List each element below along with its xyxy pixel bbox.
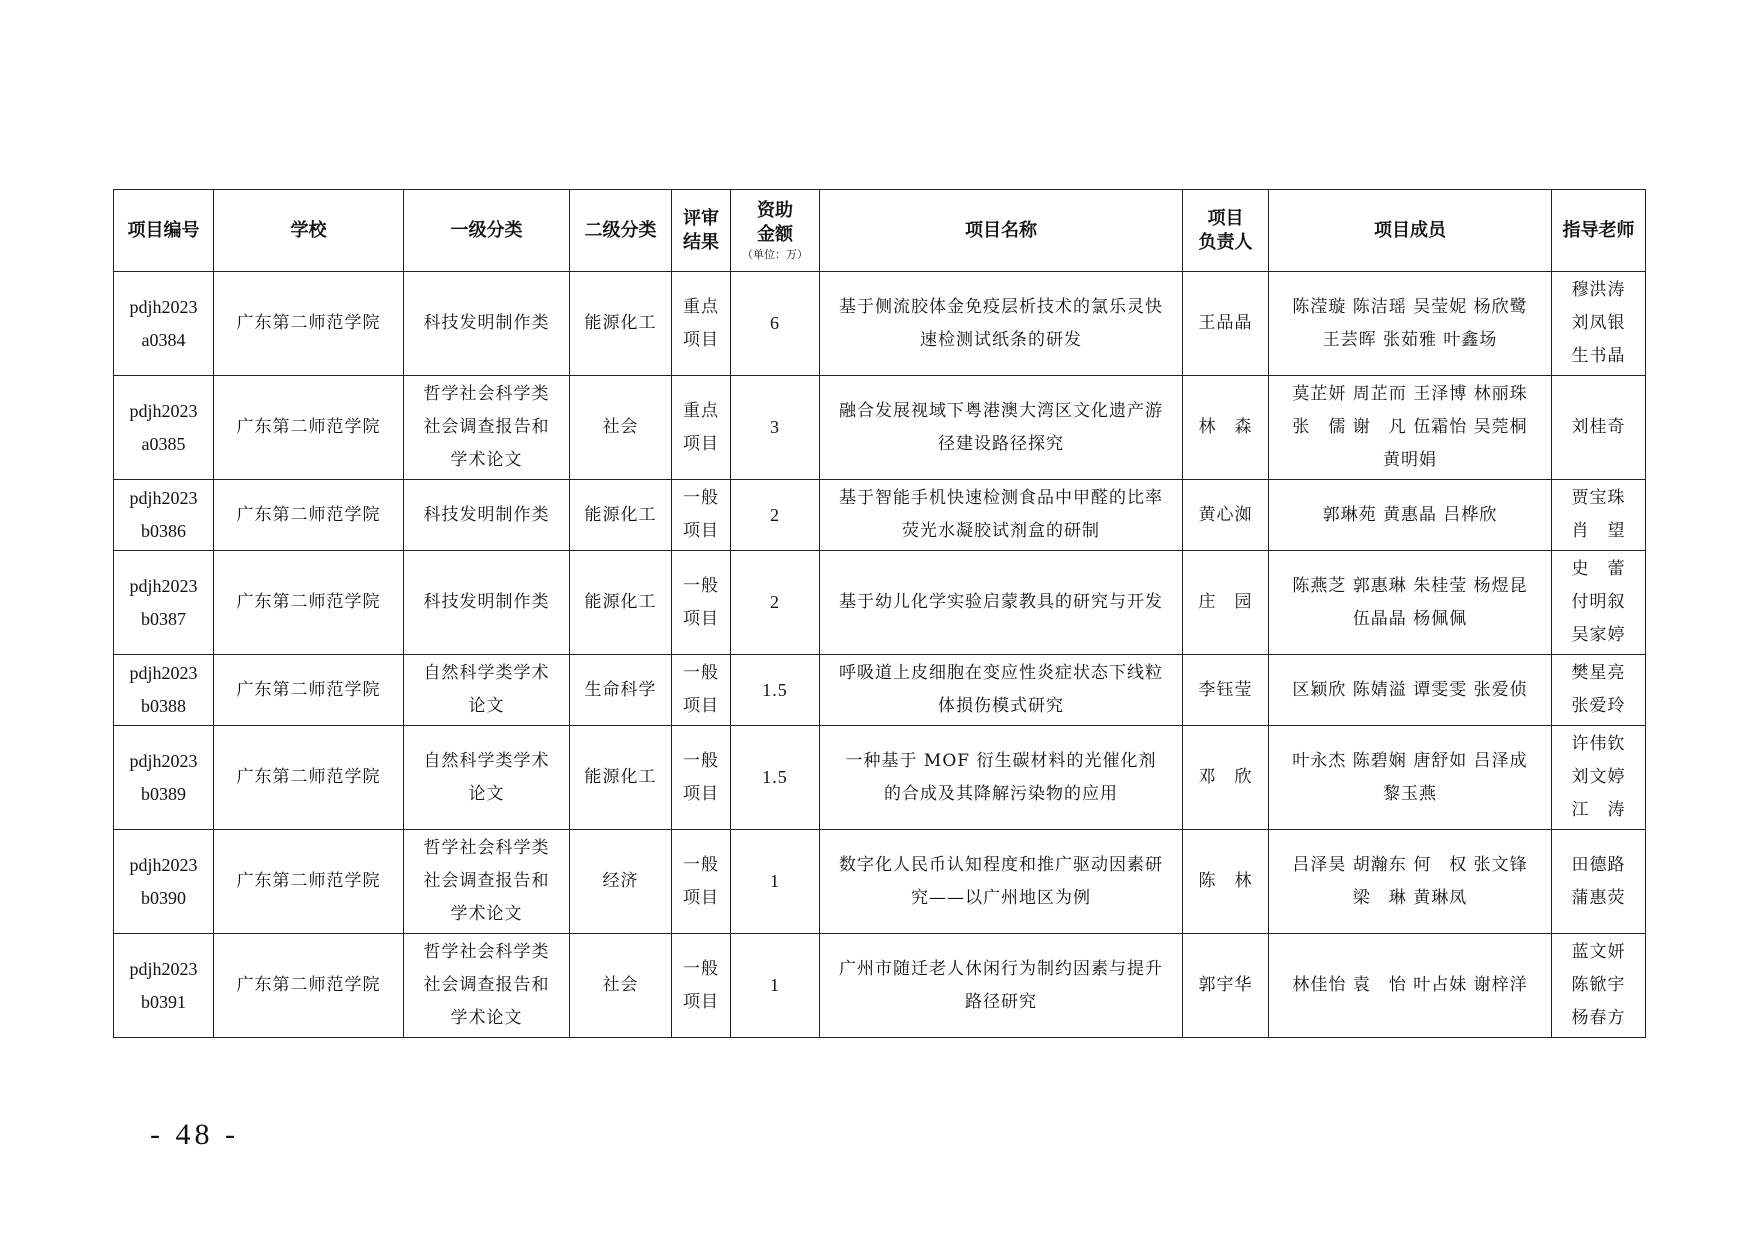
cell-project-members (1269, 726, 1552, 830)
cell-category-level2: 能源化工 (570, 272, 672, 376)
cell-funding-amount: 1.5 (731, 655, 820, 726)
cell-review-result (672, 830, 731, 934)
cell-category-level1-line: 学术论文 (450, 1008, 523, 1028)
cell-advisor (1552, 655, 1646, 726)
cell-advisor-line: 蓝文妍 (1571, 942, 1626, 962)
header-funding-unit: （单位：万） (742, 247, 808, 261)
cell-project-members (1269, 376, 1552, 480)
cell-project-members-line: 黄明娟 (1383, 450, 1437, 470)
cell-project-name-line: 体损伤模式研究 (938, 696, 1064, 716)
cell-category-level1 (404, 830, 570, 934)
cell-project-name-line: 荧光水凝胶试剂盒的研制 (902, 521, 1100, 541)
cell-project-code (114, 376, 214, 480)
table-row (114, 376, 1646, 480)
cell-project-code-line: b0390 (141, 887, 186, 908)
cell-review-result-line: 重点 (683, 296, 719, 317)
header-project-code: 项目编号 (114, 190, 214, 272)
cell-school: 广东第二师范学院 (214, 726, 404, 830)
cell-project-name (820, 934, 1183, 1038)
cell-category-level1 (404, 272, 570, 376)
cell-review-result-line: 项目 (683, 696, 719, 716)
cell-project-code-line: b0391 (141, 991, 186, 1012)
cell-review-result-line: 项目 (683, 991, 719, 1012)
cell-category-level1-line: 论文 (468, 696, 505, 716)
cell-project-leader: 王品晶 (1183, 272, 1269, 376)
table-header-row (114, 190, 1646, 272)
cell-project-code-line: pdjh2023 (129, 575, 198, 596)
cell-project-members (1269, 655, 1552, 726)
cell-project-members-line: 叶永杰 陈碧娴 唐舒如 吕泽成 (1292, 750, 1528, 771)
cell-project-members (1269, 272, 1552, 376)
cell-review-result (672, 376, 731, 480)
cell-review-result (672, 272, 731, 376)
cell-project-members-line: 黎玉燕 (1383, 783, 1437, 804)
cell-review-result-line: 项目 (683, 887, 719, 908)
header-category-level1: 一级分类 (404, 190, 570, 272)
cell-category-level1 (404, 655, 570, 726)
cell-funding-amount: 1 (731, 830, 820, 934)
cell-advisor-line: 刘桂奇 (1571, 417, 1626, 437)
table-row (114, 830, 1646, 934)
cell-project-code (114, 655, 214, 726)
header-review-result-line2: 结果 (683, 231, 719, 253)
cell-review-result (672, 551, 731, 655)
cell-project-name-line: 融合发展视域下粤港澳大湾区文化遗产游 (839, 400, 1163, 421)
cell-review-result-line: 一般 (683, 575, 719, 596)
cell-project-members-line: 张 儒 谢 凡 伍霜怡 吴莞桐 (1292, 417, 1528, 437)
cell-project-members-line: 陈燕芝 郭惠琳 朱桂莹 杨煜昆 (1292, 575, 1528, 596)
cell-funding-amount: 2 (731, 551, 820, 655)
cell-project-name (820, 551, 1183, 655)
cell-project-name-line: 基于智能手机快速检测食品中甲醛的比率 (839, 488, 1163, 508)
cell-project-code-line: pdjh2023 (129, 663, 198, 683)
cell-project-code (114, 551, 214, 655)
cell-funding-amount: 6 (731, 272, 820, 376)
header-leader-line1: 项目 (1207, 207, 1244, 229)
cell-advisor-line: 穆洪涛 (1571, 280, 1626, 300)
cell-school: 广东第二师范学院 (214, 376, 404, 480)
cell-funding-amount: 1 (731, 934, 820, 1038)
table-row (114, 934, 1646, 1038)
cell-school: 广东第二师范学院 (214, 480, 404, 551)
cell-funding-amount: 2 (731, 480, 820, 551)
cell-project-name (820, 376, 1183, 480)
cell-project-code (114, 272, 214, 376)
cell-project-name (820, 480, 1183, 551)
cell-category-level1-line: 哲学社会科学类 (423, 838, 550, 858)
cell-category-level2: 经济 (570, 830, 672, 934)
cell-school: 广东第二师范学院 (214, 551, 404, 655)
cell-advisor-line: 史 蕾 (1571, 559, 1626, 579)
cell-category-level2: 能源化工 (570, 551, 672, 655)
cell-project-leader: 郭宇华 (1183, 934, 1269, 1038)
cell-category-level1-line: 社会调查报告和 (423, 871, 550, 891)
cell-category-level1-line: 社会调查报告和 (423, 975, 550, 995)
header-funding-amount (731, 190, 820, 272)
cell-category-level1-line: 科技发明制作类 (423, 313, 550, 333)
cell-project-code-line: pdjh2023 (129, 296, 198, 317)
header-category-level2: 二级分类 (570, 190, 672, 272)
cell-project-code-line: b0387 (141, 608, 186, 629)
cell-advisor-line: 张爱玲 (1571, 696, 1626, 716)
cell-advisor-line: 肖 望 (1571, 521, 1626, 541)
cell-category-level1 (404, 726, 570, 830)
cell-project-code (114, 934, 214, 1038)
cell-project-members-line: 郭琳苑 黄惠晶 吕桦欣 (1322, 504, 1498, 525)
cell-review-result-line: 一般 (683, 663, 719, 683)
cell-advisor (1552, 551, 1646, 655)
cell-category-level2: 能源化工 (570, 480, 672, 551)
cell-advisor-line: 樊星亮 (1571, 663, 1626, 683)
table-body (114, 272, 1646, 1038)
cell-project-code-line: pdjh2023 (129, 854, 198, 875)
cell-project-leader: 黄心洳 (1183, 480, 1269, 551)
table-row (114, 272, 1646, 376)
cell-category-level1 (404, 551, 570, 655)
cell-advisor-line: 刘凤银 (1571, 313, 1626, 333)
cell-project-code-line: pdjh2023 (129, 400, 198, 421)
cell-project-code-line: pdjh2023 (129, 488, 198, 508)
header-project-members: 项目成员 (1269, 190, 1552, 272)
cell-project-members-line: 王芸晖 张茹雅 叶鑫场 (1322, 329, 1498, 350)
cell-school: 广东第二师范学院 (214, 830, 404, 934)
cell-project-name-line: 径建设路径探究 (938, 433, 1064, 454)
header-funding-line1: 资助 (757, 199, 793, 221)
cell-review-result-line: 项目 (683, 521, 719, 541)
cell-project-members-line: 梁 琳 黄琳凤 (1352, 887, 1468, 908)
cell-project-code (114, 726, 214, 830)
cell-review-result-line: 项目 (683, 608, 719, 629)
cell-review-result-line: 重点 (683, 400, 719, 421)
cell-review-result-line: 项目 (683, 433, 719, 454)
cell-advisor-line: 付明叙 (1571, 592, 1626, 612)
cell-project-members-line: 伍晶晶 杨佩佩 (1352, 608, 1468, 629)
cell-advisor-line: 蒲惠荧 (1571, 887, 1626, 908)
cell-advisor-line: 许伟钦 (1571, 734, 1626, 754)
cell-project-code-line: pdjh2023 (129, 750, 198, 771)
cell-review-result-line: 一般 (683, 854, 719, 875)
project-table (113, 189, 1646, 1038)
cell-advisor-line: 陈锨宇 (1571, 975, 1626, 995)
cell-category-level2: 生命科学 (570, 655, 672, 726)
cell-project-name-line: 路径研究 (965, 991, 1037, 1012)
cell-category-level1-line: 科技发明制作类 (423, 592, 550, 612)
cell-project-members-line: 区颖欣 陈婧溢 谭雯雯 张爱侦 (1292, 679, 1528, 700)
cell-project-name-line: 基于幼儿化学实验启蒙教具的研究与开发 (839, 592, 1163, 612)
page-number: - 48 - (150, 1118, 239, 1151)
table-row (114, 655, 1646, 726)
cell-project-members-line: 林佳怡 袁 怡 叶占妹 谢梓洋 (1292, 975, 1528, 995)
cell-review-result (672, 655, 731, 726)
header-project-leader (1183, 190, 1269, 272)
cell-school: 广东第二师范学院 (214, 655, 404, 726)
cell-category-level1-line: 论文 (468, 783, 505, 804)
cell-category-level2: 社会 (570, 376, 672, 480)
cell-category-level1-line: 哲学社会科学类 (423, 384, 550, 404)
cell-category-level1-line: 科技发明制作类 (423, 504, 550, 525)
cell-project-name (820, 726, 1183, 830)
table-row (114, 480, 1646, 551)
cell-advisor-line: 刘文婷 (1571, 767, 1626, 787)
cell-project-name-line: 广州市随迁老人休闲行为制约因素与提升 (839, 958, 1163, 979)
cell-review-result-line: 一般 (683, 488, 719, 508)
header-project-name: 项目名称 (820, 190, 1183, 272)
cell-advisor-line: 吴家婷 (1571, 625, 1626, 645)
cell-project-members (1269, 480, 1552, 551)
cell-funding-amount: 3 (731, 376, 820, 480)
cell-category-level1-line: 自然科学类学术 (423, 663, 550, 683)
cell-project-members (1269, 551, 1552, 655)
header-review-result (672, 190, 731, 272)
cell-project-members (1269, 934, 1552, 1038)
project-table-container (113, 189, 1645, 1038)
cell-project-code-line: a0384 (141, 329, 186, 350)
cell-project-code-line: b0389 (141, 783, 186, 804)
cell-project-leader: 李钰莹 (1183, 655, 1269, 726)
cell-review-result-line: 项目 (683, 783, 719, 804)
cell-project-name (820, 655, 1183, 726)
cell-project-code-line: b0386 (141, 521, 186, 541)
cell-review-result-line: 项目 (683, 329, 719, 350)
cell-advisor-line: 贾宝珠 (1571, 488, 1626, 508)
cell-project-code-line: a0385 (141, 433, 186, 454)
cell-advisor-line: 杨春方 (1571, 1008, 1626, 1028)
header-school: 学校 (214, 190, 404, 272)
cell-advisor-line: 江 涛 (1571, 800, 1626, 820)
table-row (114, 551, 1646, 655)
cell-category-level1-line: 学术论文 (450, 450, 523, 470)
cell-review-result (672, 934, 731, 1038)
cell-advisor-line: 生书晶 (1571, 346, 1626, 366)
cell-category-level1-line: 自然科学类学术 (423, 750, 550, 771)
cell-project-leader: 林 森 (1183, 376, 1269, 480)
header-funding-line2: 金额 (757, 223, 793, 245)
cell-project-name-line: 基于侧流胶体金免疫层析技术的氯乐灵快 (839, 296, 1163, 317)
cell-school: 广东第二师范学院 (214, 934, 404, 1038)
header-review-result-line1: 评审 (683, 207, 719, 229)
cell-advisor-line: 田德路 (1571, 854, 1626, 875)
cell-review-result (672, 726, 731, 830)
cell-project-name-line: 究——以广州地区为例 (911, 887, 1091, 908)
cell-project-name (820, 272, 1183, 376)
cell-advisor (1552, 726, 1646, 830)
cell-project-code-line: b0388 (141, 696, 186, 716)
cell-project-name (820, 830, 1183, 934)
cell-review-result (672, 480, 731, 551)
cell-category-level1 (404, 934, 570, 1038)
cell-category-level1 (404, 480, 570, 551)
cell-project-name-line: 速检测试纸条的研发 (920, 329, 1082, 350)
cell-project-leader: 庄 园 (1183, 551, 1269, 655)
cell-category-level2: 能源化工 (570, 726, 672, 830)
cell-category-level1-line: 哲学社会科学类 (423, 942, 550, 962)
cell-project-name-line: 的合成及其降解污染物的应用 (884, 783, 1118, 804)
cell-category-level1-line: 学术论文 (450, 904, 523, 924)
cell-advisor (1552, 830, 1646, 934)
cell-project-members-line: 陈滢璇 陈洁瑶 吴莹妮 杨欣鹭 (1292, 296, 1528, 317)
cell-project-code-line: pdjh2023 (129, 958, 198, 979)
header-leader-line2: 负责人 (1198, 231, 1253, 253)
cell-project-name-line: 呼吸道上皮细胞在变应性炎症状态下线粒 (839, 663, 1163, 683)
cell-project-members (1269, 830, 1552, 934)
cell-project-name-line: 数字化人民币认知程度和推广驱动因素研 (839, 854, 1163, 875)
cell-project-code (114, 830, 214, 934)
cell-project-leader: 邓 欣 (1183, 726, 1269, 830)
cell-review-result-line: 一般 (683, 750, 719, 771)
cell-project-members-line: 吕泽昊 胡瀚东 何 权 张文锋 (1292, 854, 1528, 875)
cell-school: 广东第二师范学院 (214, 272, 404, 376)
cell-review-result-line: 一般 (683, 958, 719, 979)
cell-advisor (1552, 934, 1646, 1038)
cell-project-name-line: 一种基于 MOF 衍生碳材料的光催化剂 (845, 750, 1157, 771)
table-row (114, 726, 1646, 830)
cell-advisor (1552, 376, 1646, 480)
cell-funding-amount: 1.5 (731, 726, 820, 830)
header-advisor: 指导老师 (1552, 190, 1646, 272)
cell-advisor (1552, 480, 1646, 551)
cell-project-members-line: 莫芷妍 周芷而 王泽博 林丽珠 (1292, 384, 1528, 404)
cell-category-level2: 社会 (570, 934, 672, 1038)
cell-advisor (1552, 272, 1646, 376)
cell-project-leader: 陈 林 (1183, 830, 1269, 934)
cell-category-level1-line: 社会调查报告和 (423, 417, 550, 437)
cell-category-level1 (404, 376, 570, 480)
cell-project-code (114, 480, 214, 551)
